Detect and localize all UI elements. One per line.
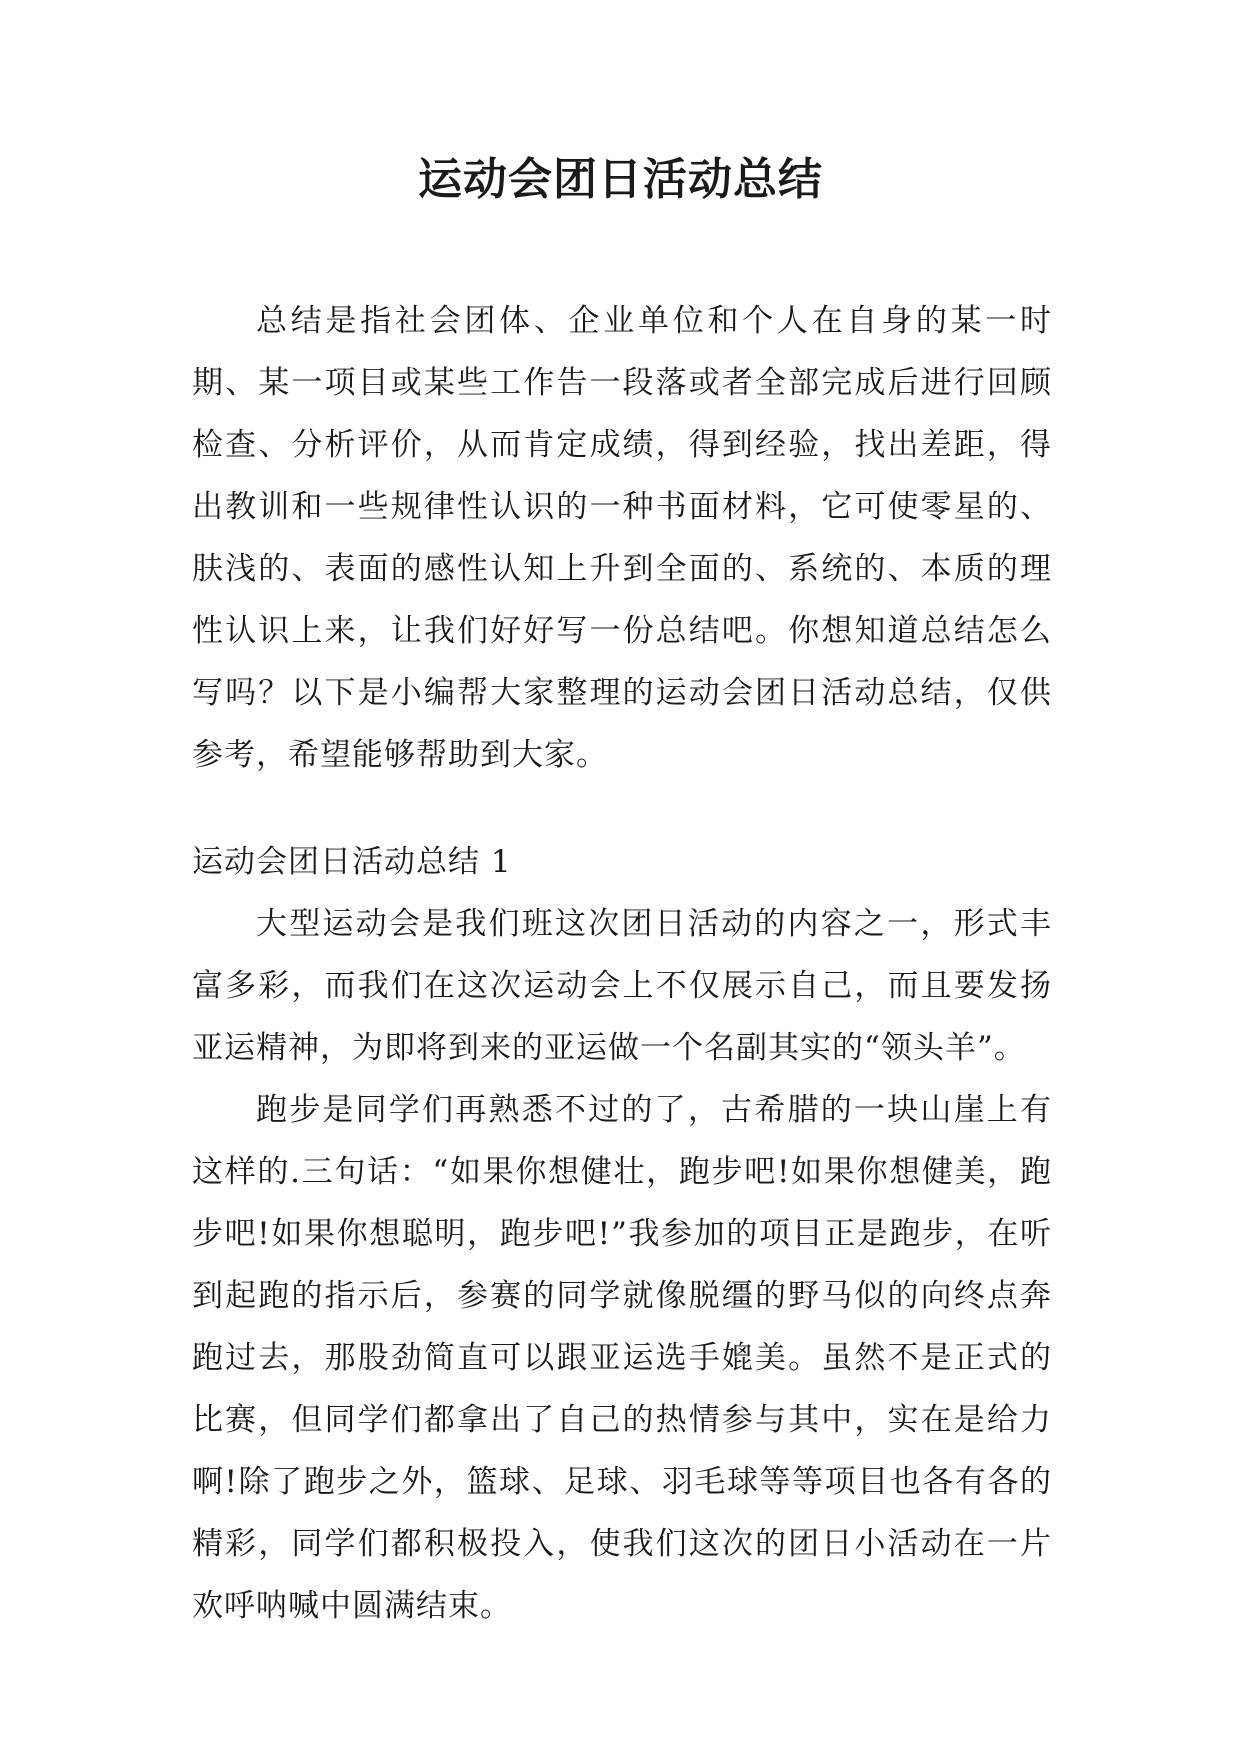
- section-heading: 运动会团日活动总结 1: [192, 844, 512, 880]
- document-title: 运动会团日活动总结: [418, 154, 823, 205]
- intro-paragraph: 总结是指社会团体、企业单位和个人在自身的某一时期、某一项目或某些工作告一段落或者全部完成后进行回顾检查、分析评价，从而肯定成绩，得到经验，找出差距，得出教训和一些规律性认识的一种书面材料，它可使零星的、肤浅的、表面的感性认知上升到全面的、系统的、本质的理性认识上来，让我们好好写一份总结吧。你想知道总结怎么写吗？以下是小编帮大家整理的运动会团日活动总结，仅供参考，希望能够帮助到大家。: [192, 303, 1052, 773]
- section-paragraph-1: 大型运动会是我们班这次团日活动的内容之一，形式丰富多彩，而我们在这次运动会上不仅展示自己，而且要发扬亚运精神，为即将到来的亚运做一个名副其实的“领头羊”。: [192, 906, 1052, 1066]
- document-body: [192, 290, 1052, 1637]
- section-paragraph-2: 跑步是同学们再熟悉不过的了，古希腊的一块山崖上有这样的.三句话：“如果你想健壮，跑步吧!如果你想健美，跑步吧!如果你想聪明，跑步吧!”我参加的项目正是跑步，在听到起跑的指示后，参赛的同学就像脱缰的野马似的向终点奔跑过去，那股劲简直可以跟亚运选手媲美。虽然不是正式的比赛，但同学们都拿出了自己的热情参与其中，实在是给力啊!除了跑步之外，篮球、足球、羽毛球等等项目也各有各的精彩，同学们都积极投入，使我们这次的团日小活动在一片欢呼呐喊中圆满结束。: [192, 1092, 1052, 1624]
